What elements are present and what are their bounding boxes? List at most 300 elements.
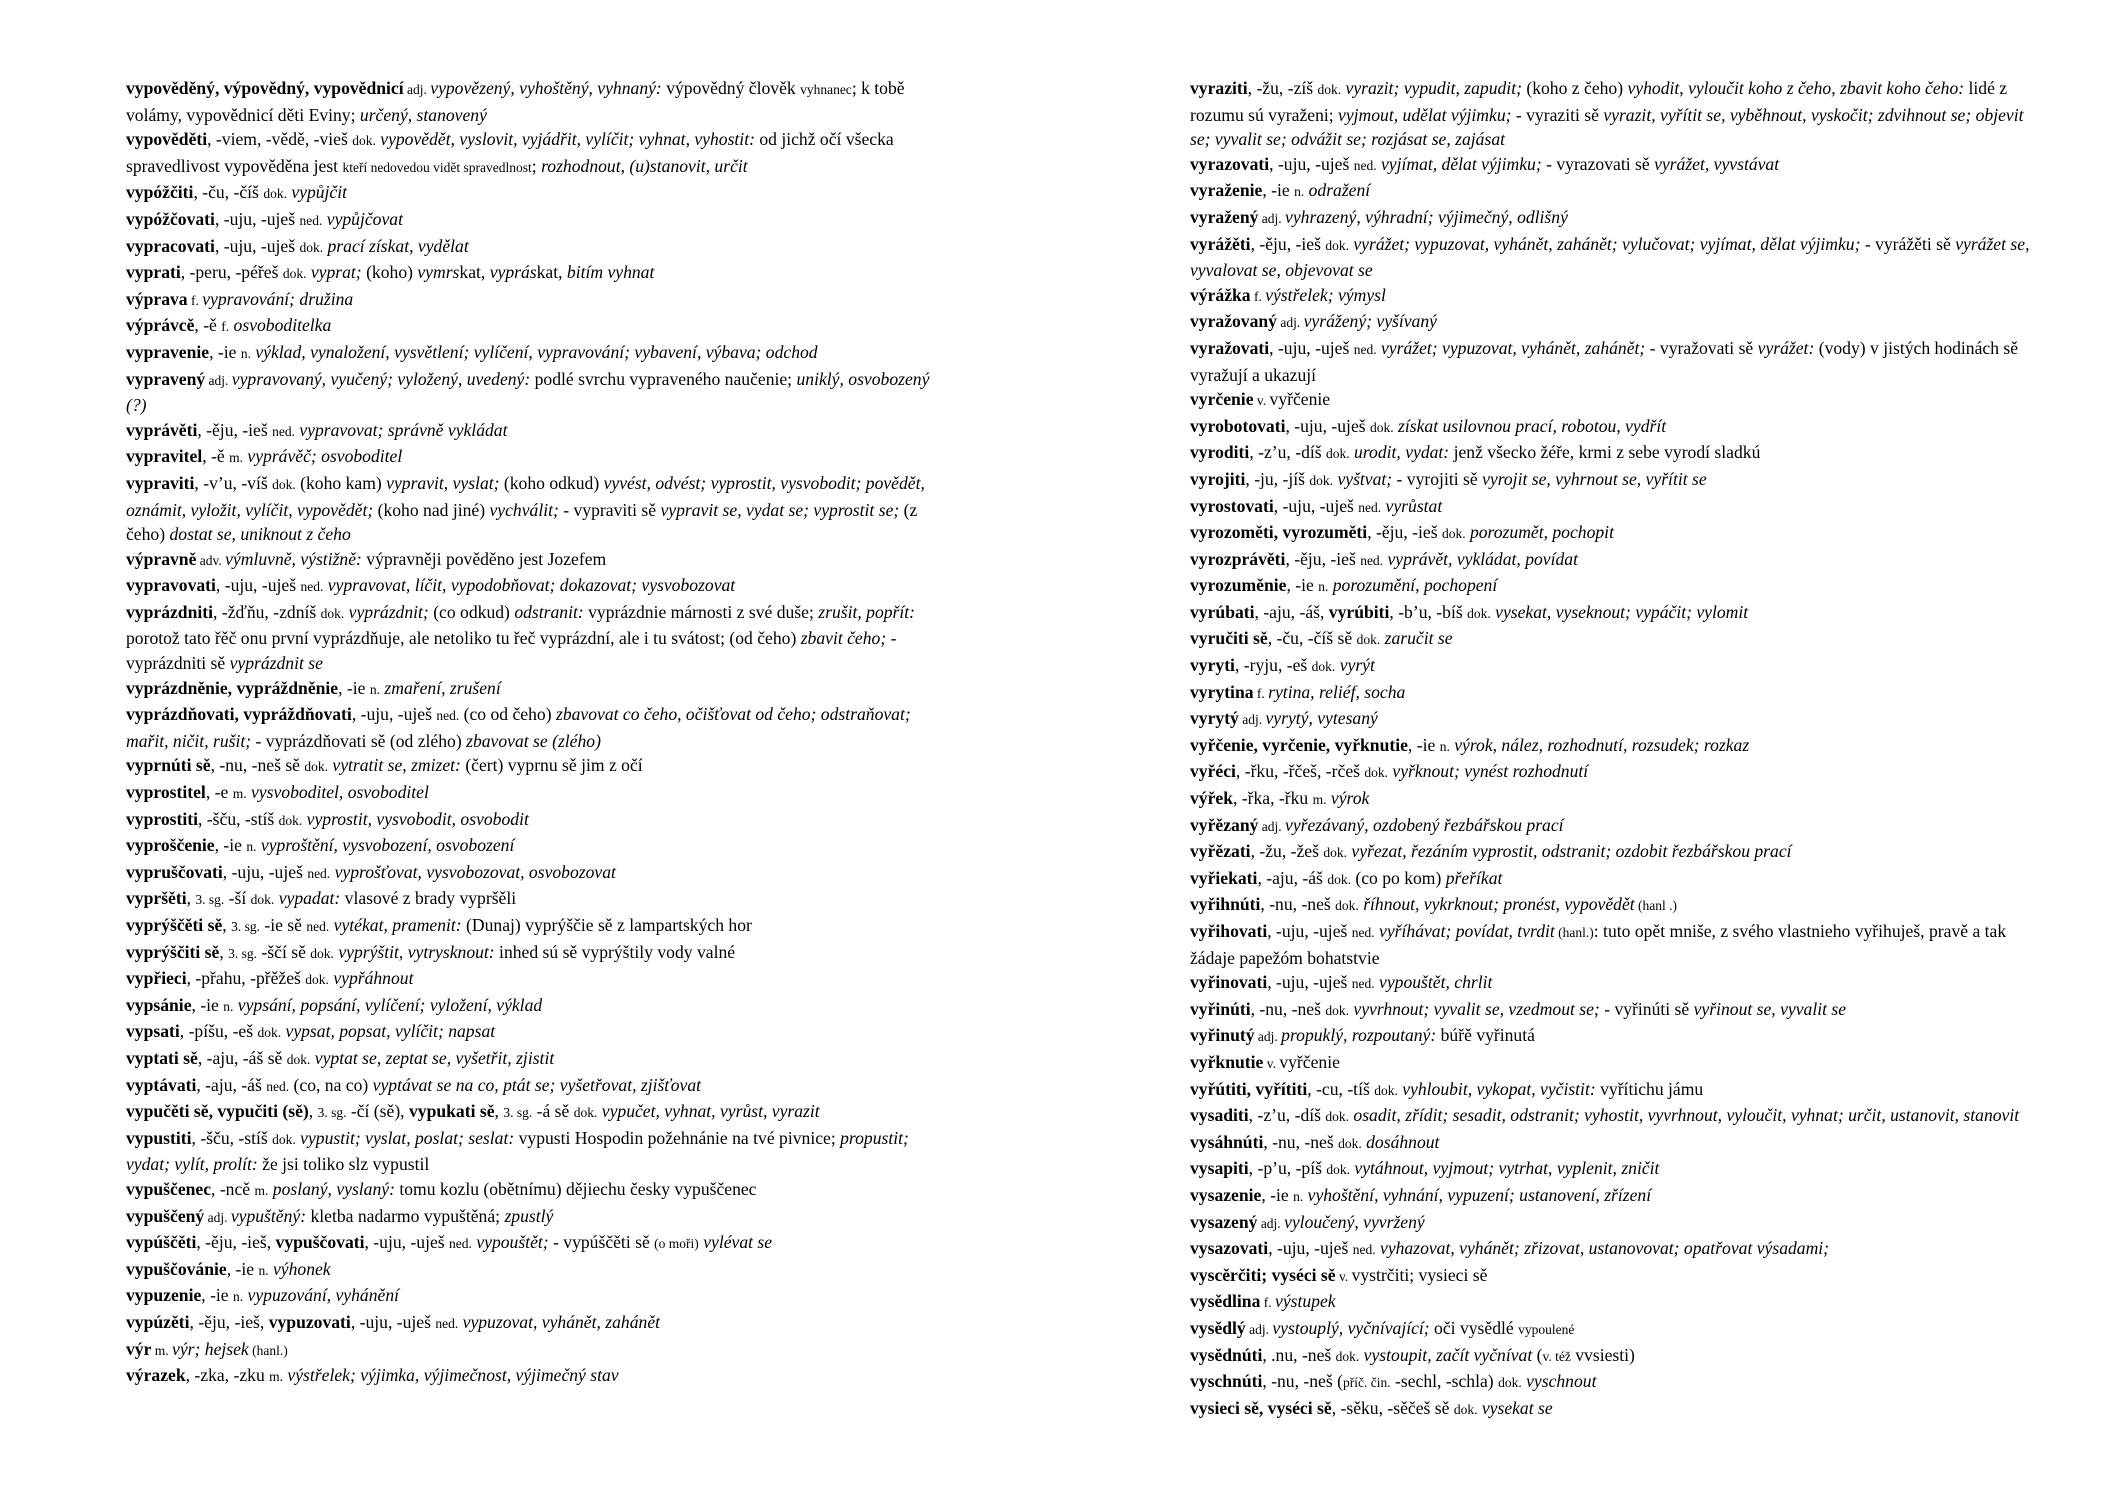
example-text: vyprázdnie márnosti z své duše;	[583, 601, 819, 622]
example-text: (koho z čeho)	[1521, 78, 1628, 98]
translation: porozumění, pochopení	[1328, 575, 1498, 596]
grammar-label: dok.	[1335, 1348, 1360, 1364]
grammar-label: dok.	[1356, 632, 1381, 648]
example-text: -ie sě	[259, 915, 307, 935]
dictionary-entry	[1190, 733, 2030, 760]
dictionary-entry	[1190, 653, 2030, 680]
grammar-label: dok.	[1327, 871, 1351, 887]
headword: vypravovati	[126, 575, 216, 596]
grammar-label: dok.	[1338, 1135, 1362, 1151]
example-text: vlasové z brady vypršěli	[340, 888, 517, 909]
translation: vyloučený, vyvržený	[1284, 1211, 1425, 1232]
example-text: , -uju, -uješ	[1268, 1238, 1353, 1259]
grammar-label: dok.	[1498, 1375, 1522, 1391]
example-text: , -uju, -uješ	[214, 235, 300, 256]
dictionary-entry	[1190, 520, 2030, 547]
example-text: , -ěju, -ieš,	[196, 1232, 276, 1253]
dictionary-entry	[1190, 1263, 2030, 1290]
example-text: (koho nad jiné)	[373, 499, 490, 520]
example-text: , -uju, -uješ	[364, 1232, 450, 1253]
dictionary-entry	[1190, 1130, 2030, 1157]
headword: vyřihovati	[1190, 921, 1268, 941]
dictionary-entry	[1190, 866, 2030, 893]
translation: rytina, reliéf, socha	[1268, 681, 1406, 702]
grammar-label: f.	[1260, 1295, 1276, 1311]
grammar-label: dok.	[305, 972, 329, 988]
grammar-label: adj.	[1276, 315, 1304, 331]
translation: vyvrhnout; vyvalit se, vzedmout se;	[1349, 998, 1600, 1019]
example-text: , -ie	[191, 994, 224, 1015]
example-text: , -přahu, -přěžeš	[186, 968, 306, 989]
dictionary-entry	[1190, 178, 2030, 205]
headword: vyrúbiti	[1328, 601, 1390, 622]
grammar-label: ned.	[300, 579, 324, 595]
dictionary-entry	[126, 340, 938, 367]
example-text: , -ěju, -ieš	[197, 419, 273, 440]
translation: vypouštět, chrlit	[1374, 972, 1493, 993]
translation: vypuštěný:	[230, 1205, 307, 1226]
translation: vysvoboditel, osvoboditel	[246, 782, 429, 803]
dictionary-entry	[126, 287, 938, 314]
example-text: - vyprázdňovati sě (od zlého)	[251, 730, 467, 751]
grammar-label: dok.	[257, 1025, 282, 1041]
translation: osadit, zřídit; sesadit, odstranit; vyhostit, vyvrhnout, vyloučit, vyhnat; určit, ustanovit, stanovit	[1349, 1105, 2020, 1126]
dictionary-entry	[1190, 467, 2030, 494]
dictionary-entry	[126, 676, 938, 703]
example-text: , -ču, -číš sě	[1267, 628, 1357, 649]
headword: vyřútiti, vyřítiti	[1190, 1078, 1308, 1099]
translation: zbavovat co čeho, očišťovat od čeho; odstraňovat; mařit, ničit, rušit;	[126, 704, 911, 751]
headword: vyřihnúti	[1190, 894, 1261, 915]
grammar-label: v.	[1263, 1055, 1280, 1071]
grammar-label: m.	[229, 450, 243, 466]
translation: vypučet, vyhnat, vyrůst, vyrazit	[597, 1101, 820, 1122]
headword: vypruščovati	[126, 861, 223, 882]
example-text: inhed sú sě vyprýštily vody valné	[494, 941, 736, 962]
grammar-label: ned.	[1353, 157, 1377, 173]
translation: vyprostit, vysvobodit, osvobodit	[302, 808, 529, 829]
translation: zpustlý	[504, 1205, 554, 1226]
grammar-label: 3. sg.	[195, 892, 225, 908]
dictionary-entry	[126, 966, 938, 993]
dictionary-entry	[1190, 336, 2030, 387]
grammar-label: ned.	[436, 708, 460, 724]
headword: vypóžčovati	[126, 208, 215, 229]
grammar-label: ned.	[1360, 552, 1384, 568]
translation: poslaný, vyslaný:	[268, 1178, 395, 1199]
grammar-label: ned.	[1351, 925, 1375, 940]
grammar-label: vyhnanec	[800, 82, 852, 97]
grammar-label: f.	[187, 292, 203, 308]
dictionary-entry	[126, 940, 938, 967]
example-text: jenž všecko žéře, krmi z sebe vyrodí sladkú	[1449, 442, 1761, 463]
grammar-label: dok.	[250, 892, 275, 908]
headword: vypuščovánie	[126, 1258, 227, 1279]
example-text: , -cu, -tíš	[1307, 1078, 1375, 1099]
translation: vyrážený; vyšívaný	[1303, 311, 1437, 332]
dictionary-entry	[1190, 1289, 2030, 1316]
dictionary-entry	[1190, 600, 2030, 627]
headword: vyraženie	[1190, 180, 1263, 201]
dictionary-entry	[1190, 1343, 2030, 1370]
translation: výstřelek; výmysl	[1265, 284, 1386, 305]
example-text: - vyražovati sě	[1645, 337, 1758, 358]
grammar-label: dok.	[573, 1105, 598, 1121]
grammar-label: dok.	[1325, 237, 1349, 253]
headword: vypuzenie	[126, 1285, 202, 1306]
example-text: , -ěju, -ieš	[1250, 233, 1326, 254]
translation: vypravovat; správně vykládat	[294, 419, 508, 440]
translation: získat usilovnou prací, robotou, vydřít	[1393, 415, 1667, 436]
dictionary-entry	[126, 76, 938, 127]
example-text: -čí (sě),	[346, 1101, 409, 1122]
headword: vyrozoměti, vyrozuměti	[1190, 522, 1368, 543]
grammar-label: dok.	[320, 605, 345, 621]
dictionary-entry	[1190, 839, 2030, 866]
grammar-label: dok.	[1317, 82, 1342, 97]
translation: vypovězený, vyhoštěný, vyhnaný:	[430, 78, 662, 98]
grammar-label: 3. sg.	[228, 945, 258, 961]
example-text: búřě vyřinutá	[1436, 1025, 1535, 1046]
example-text: , -b’u, -bíš	[1389, 601, 1468, 622]
headword: vyprnúti sě	[126, 755, 211, 776]
translation: vytratit se, zmizet:	[328, 755, 461, 776]
grammar-label: n.	[240, 345, 251, 361]
headword: vyražený	[1190, 206, 1259, 227]
example-text: , -viem, -vědě, -vieš	[207, 129, 353, 150]
example-text: , -nu, -neš	[1263, 1131, 1339, 1152]
dictionary-entry	[1190, 1050, 2030, 1077]
dictionary-entry	[1190, 1210, 2030, 1237]
headword: vyprati	[126, 262, 181, 283]
example-text: , -aju, -áš	[196, 1074, 267, 1095]
headword: vypustiti	[126, 1127, 192, 1148]
dictionary-entry	[126, 573, 938, 600]
dictionary-entry	[126, 860, 938, 887]
dictionary-entry	[126, 833, 938, 860]
example-text: , -peru, -péřeš	[180, 262, 283, 283]
grammar-label: n.	[223, 998, 234, 1014]
example-text: , -ě	[194, 315, 222, 336]
headword: vyprostiti	[126, 808, 199, 829]
grammar-label: m.	[232, 786, 247, 802]
headword: vyryti	[1190, 655, 1235, 676]
example-text: , -uju, -uješ	[222, 861, 308, 882]
example-text: , -uju, -uješ	[1285, 415, 1371, 436]
headword: vysazenie	[1190, 1184, 1262, 1205]
headword: vysaditi	[1190, 1105, 1249, 1126]
grammar-label: (o moři)	[654, 1236, 699, 1252]
example-text: , -uju, -uješ	[215, 575, 301, 596]
grammar-label: dok.	[1325, 1002, 1349, 1018]
translation: rozhodnout, (u)stanovit, určit	[541, 155, 748, 176]
translation: propustit; vydat; vylít, prolít:	[126, 1127, 909, 1175]
translation: vymrs	[417, 262, 460, 283]
translation: vypravit, vyslat;	[386, 472, 500, 493]
grammar-label: dok.	[1325, 1109, 1350, 1125]
dictionary-entry	[1190, 1103, 2030, 1130]
headword: vyřinutý	[1190, 1025, 1255, 1046]
grammar-label: adj.	[403, 82, 431, 97]
dictionary-entry	[1190, 626, 2030, 653]
grammar-label: adj.	[205, 372, 232, 388]
grammar-label: dok.	[272, 476, 296, 492]
example-text: , -uju, -uješ	[351, 704, 437, 725]
grammar-label: adj.	[1257, 1215, 1285, 1231]
example-text: ,	[222, 915, 232, 935]
headword: vysědlý	[1190, 1317, 1246, 1338]
translation: zbavovat se (zlého)	[466, 730, 601, 751]
example-text: , -nu, -neš	[1250, 998, 1326, 1019]
example-text: , -ju, -jíš	[1245, 468, 1310, 489]
example-text: (	[1532, 1344, 1543, 1365]
headword: vypravený	[126, 368, 206, 389]
translation: vyrazit, vyřítit se, vyběhnout, vyskočit; zdvihnout se; objevit se; vyvalit se; odvážit se; rozjásat se, zajásat	[1190, 104, 2024, 150]
example-text: , -uju, -uješ	[1273, 495, 1359, 516]
translation: vypsání, popsání, vylíčení; vyložení, výklad	[233, 994, 543, 1015]
example-text: - vyrojiti sě	[1392, 468, 1483, 489]
headword: vyřčenie, vyrčenie, vyřknutie	[1190, 734, 1408, 755]
dictionary-entry	[1190, 283, 2030, 310]
example-text: lidé z rozumu sú vyraženi;	[1190, 78, 2008, 125]
example-text: (vody) v jistých hodinách sě vyražují a ukazují	[1190, 337, 2019, 385]
grammar-label: v.	[1335, 1268, 1352, 1284]
headword: vyrazovati	[1190, 153, 1270, 174]
translation: vyrážet, vyvstávat	[1654, 153, 1780, 174]
dictionary-entry	[126, 1230, 938, 1257]
example-text: -ščí sě	[257, 941, 311, 962]
grammar-label: f.	[1253, 685, 1269, 701]
example-text: vvsiesti)	[1570, 1344, 1635, 1365]
dictionary-entry	[126, 127, 938, 180]
example-text: - vyraziti sě	[1511, 104, 1604, 125]
headword: vyřknutie	[1190, 1051, 1264, 1072]
translation: výstupek	[1275, 1291, 1336, 1312]
grammar-label: adj.	[1258, 818, 1286, 834]
example-text: , -uju, -uješ	[350, 1311, 436, 1332]
example-text: , -ie	[226, 1258, 259, 1279]
dictionary-entry	[1190, 573, 2030, 600]
translation: výr; hejsek	[172, 1338, 249, 1359]
translation: vyptávat se na co, ptát se; vyšetřovat, zjišťovat	[372, 1074, 702, 1095]
example-text: , -aju, -áš,	[1254, 601, 1329, 622]
example-text: , -zka, -zku	[185, 1365, 270, 1386]
dictionary-entry	[126, 913, 938, 940]
dictionary-entry	[126, 234, 938, 261]
example-text: - vyřinúti sě	[1599, 998, 1694, 1019]
dictionary-entry	[126, 547, 938, 574]
dictionary-entry	[126, 993, 938, 1020]
translation: bitím vyhnat	[566, 262, 655, 283]
headword: vysědlina	[1190, 1291, 1261, 1312]
dictionary-entry	[126, 1046, 938, 1073]
example-text: , -ěju, -ieš	[1367, 522, 1442, 543]
grammar-label: ned.	[435, 1315, 459, 1331]
grammar-label: (hanl .)	[1634, 898, 1678, 914]
translation: vyprávět, vykládat, povídat	[1383, 548, 1578, 569]
translation: vypravování; družina	[202, 288, 354, 309]
example-text: , -nu, -neš	[1260, 894, 1336, 915]
example-text: , -žu, -zíš	[1247, 78, 1318, 98]
translation: vychválit;	[489, 499, 559, 520]
dictionary-entry	[126, 1126, 938, 1177]
example-text: , -v’u, -víš	[194, 472, 273, 493]
headword: vypověděný, výpovědný, vypovědnicí	[126, 78, 404, 98]
translation: vystouplý, vyčnívající;	[1272, 1317, 1430, 1338]
example-text: , -nu, -neš sě	[210, 755, 305, 776]
grammar-label: dok.	[299, 239, 324, 255]
dictionary-entry	[126, 886, 938, 913]
grammar-label: dok.	[272, 1131, 296, 1147]
example-text: , -z’u, -díš	[1248, 1105, 1326, 1126]
headword: vyprýščiti sě	[126, 941, 220, 962]
grammar-label: 3. sg.	[503, 1105, 533, 1121]
translation: dosáhnout	[1361, 1131, 1440, 1152]
example-text: , -řku, -řčeš, -rčeš	[1235, 761, 1365, 782]
grammar-label: ned.	[1351, 976, 1375, 992]
grammar-label: v.	[1253, 393, 1270, 409]
dictionary-entry	[1190, 152, 2030, 179]
grammar-label: adj.	[1245, 1321, 1273, 1337]
example-text: - vyrážěti sě	[1860, 233, 1956, 254]
headword: vyprávěti	[126, 419, 198, 440]
translation: vypustit; vyslat, poslat; seslat:	[295, 1127, 515, 1148]
grammar-label: dok.	[1309, 472, 1334, 488]
example-text: , -p’u, -píš	[1248, 1158, 1327, 1179]
example-text: , -z’u, -díš	[1249, 442, 1327, 463]
dictionary-entry	[1190, 1023, 2030, 1050]
translation: vyhrazený, výhradní; výjimečný, odlišný	[1285, 206, 1568, 227]
example-text: , -žu, -žeš	[1250, 841, 1324, 862]
headword: vypsati	[126, 1021, 180, 1042]
dictionary-entry	[1190, 1369, 2030, 1396]
example-text: -sechl, -schla)	[1390, 1371, 1499, 1392]
example-text: porotož tato řěč onu první vyprázdňuje, ale netoliko tu řeč vyprázdní, ale i tu svátost; (od čeho)	[126, 628, 801, 649]
translation: vyptat se, zeptat se, vyšetřit, zjistit	[310, 1047, 555, 1068]
dictionary-entry	[126, 367, 938, 418]
example-text: ,	[494, 1101, 504, 1122]
translation: výklad, vynaložení, vysvětlení; vylíčení, vypravování; vybavení, výbava; odchod	[250, 341, 818, 362]
dictionary-entry	[126, 780, 938, 807]
headword: výrážka	[1190, 284, 1251, 305]
translation: vypovědět, vyslovit, vyjádřit, vylíčit; vyhnat, vyhostit:	[375, 129, 755, 150]
translation: vyrytý, vytesaný	[1265, 708, 1378, 729]
grammar-label: ned.	[306, 919, 330, 934]
example-text: (koho)	[361, 262, 418, 283]
dictionary-entry	[126, 260, 938, 287]
translation: odstranit:	[514, 601, 584, 622]
translation: urodit, vydat:	[1349, 442, 1450, 463]
dictionary-entry	[1190, 1156, 2030, 1183]
example-text: , -žďňu, -zdníš	[213, 601, 321, 622]
headword: vypravenie	[126, 341, 210, 362]
dictionary-entry	[1190, 387, 2030, 414]
example-text: , -aju, -áš	[1257, 867, 1328, 888]
dictionary-entry	[126, 471, 938, 547]
right-column	[1190, 76, 2030, 1422]
example-text: , -ie	[1261, 1184, 1294, 1205]
translation: osvoboditelka	[229, 315, 332, 336]
translation: vyprošťovat, vysvobozovat, osvobozovat	[330, 861, 616, 882]
example-text: , -píšu, -eš	[179, 1021, 258, 1042]
headword: vyražovaný	[1190, 311, 1277, 332]
grammar-label: vypoulené	[1518, 1321, 1575, 1337]
headword: vyroditi	[1190, 442, 1250, 463]
example-text: , -aju, -áš sě	[197, 1047, 287, 1068]
example-text: (co od čeho)	[459, 704, 556, 725]
translation: vyprat;	[306, 262, 362, 283]
dictionary-entry	[126, 1204, 938, 1231]
headword: vyrozuměnie	[1190, 575, 1287, 596]
example-text: - vyrazovati sě	[1541, 153, 1655, 174]
example-text: , -ču, -číš	[193, 182, 264, 203]
dictionary-entry	[126, 702, 938, 753]
grammar-label: dok.	[1453, 1401, 1478, 1417]
headword: výrazek	[126, 1365, 186, 1386]
headword: vyptávati	[126, 1074, 197, 1095]
headword: vysáhnúti	[1190, 1131, 1264, 1152]
grammar-label: dok.	[1374, 1082, 1398, 1098]
translation: vylévat se	[698, 1232, 773, 1253]
translation: vyrojit se, vyhrnout se, vyřítit se	[1482, 468, 1707, 489]
dictionary-entry	[1190, 440, 2030, 467]
translation: vyhloubit, vykopat, vyčistit:	[1397, 1078, 1596, 1099]
translation: vyproštění, vysvobození, osvobození	[256, 835, 515, 856]
dictionary-entry	[1190, 76, 2030, 152]
translation: vyrážet:	[1757, 337, 1815, 358]
grammar-label: f.	[221, 319, 230, 335]
example-text: , -uju, -uješ	[214, 208, 300, 229]
dictionary-entry	[1190, 919, 2030, 970]
example-text: (z čeho)	[126, 499, 918, 545]
translation: vystoupit, začít vyčnívat	[1359, 1344, 1533, 1365]
headword: vypsánie	[126, 994, 192, 1015]
translation: vyprás	[489, 262, 537, 283]
example-text: (koho kam)	[295, 472, 387, 493]
translation: vyřezat, řezáním vyprostit, odstranit; ozdobit řezbářskou prací	[1346, 841, 1792, 862]
dictionary-entry	[1190, 309, 2030, 336]
example-text: ,	[219, 941, 229, 962]
grammar-label: dok.	[1326, 446, 1350, 462]
translation: vypřáhnout	[328, 968, 414, 989]
headword: vyprázdňovati, vypráždňovati	[126, 704, 352, 725]
grammar-label: m.	[1312, 792, 1327, 808]
grammar-label: dok.	[304, 759, 328, 775]
headword: vypučěti sě, vypučiti (sě)	[126, 1101, 309, 1122]
grammar-label: ned.	[266, 1078, 290, 1094]
grammar-label: dok.	[278, 812, 303, 828]
dictionary-entry	[1190, 813, 2030, 840]
headword: vyřězaný	[1190, 814, 1259, 835]
headword: výprava	[126, 288, 188, 309]
headword: vypuščovati	[275, 1232, 365, 1253]
headword: vyprázdněnie, vypráždněnie	[126, 677, 339, 698]
translation: vyrážet se, vyvalovat se, objevovat se	[1190, 233, 2030, 281]
example-text: vypusti Hospodin požehnánie na tvé pivnice;	[514, 1127, 841, 1148]
grammar-label: adv.	[196, 552, 226, 568]
translation: vyřinout se, vyvalit se	[1693, 998, 1847, 1019]
grammar-label: ned.	[1352, 1242, 1376, 1258]
dictionary-entry	[1190, 970, 2030, 997]
dictionary-entry	[126, 807, 938, 834]
dictionary-entry	[1190, 1236, 2030, 1263]
headword: vysieci sě, vyséci sě	[1190, 1397, 1332, 1418]
dictionary-entry	[1190, 706, 2030, 733]
grammar-label: n.	[258, 1262, 269, 1278]
grammar-label: ned.	[449, 1236, 472, 1252]
translation: vyhodit, vyloučit koho z čeho, zbavit koho čeho:	[1627, 78, 1965, 98]
headword: vypúzěti	[126, 1311, 190, 1332]
